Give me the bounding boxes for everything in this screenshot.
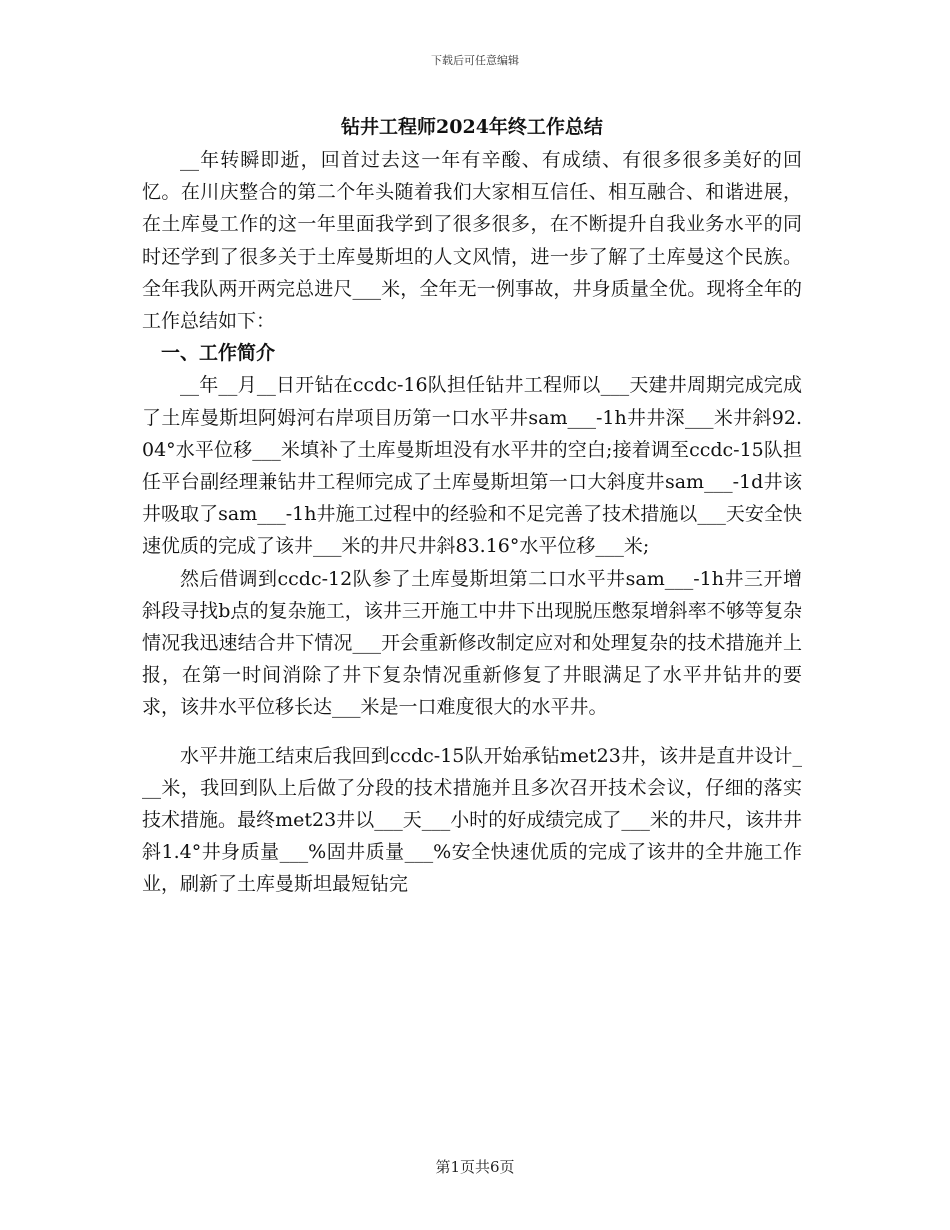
section1-paragraph-1: __年__月__日开钻在ccdc-16队担任钻井工程师以___天建井周期完成完成了土库曼斯坦阿姆河右岸项目历第一口水平井sam___-1h井井深___米井斜92.04°水平位移___米填补了土库曼斯坦没有水平井的空白;接着调至ccdc-15队担任平台副经理兼钻井工程师完成了土库曼斯坦第一口大斜度井sam___-1d井该井吸取了sam___-1h井施工过程中的经验和不足完善了技术措施以___天安全快速优质的完成了该井___米的井尺井斜83.16°水平位移___米; — [142, 374, 802, 558]
document-title: 钻井工程师2024年终工作总结 — [341, 116, 603, 138]
section1-paragraph-3: 水平井施工结束后我回到ccdc-15队开始承钻met23井，该井是直井设计___米，我回到队上后做了分段的技术措施并且多次召开技术会议，仔细的落实技术措施。最终met23井以___天___小时的好成绩完成了___米的井尺，该井井斜1.4°井身质量___%固井质量___%安全快速优质的完成了该井的全井施工作业，刷新了土库曼斯坦最短钻完 — [142, 744, 802, 896]
page-header-note: 下载后可任意编辑 — [431, 54, 519, 67]
document-body — [142, 110, 802, 901]
intro-paragraph: __年转瞬即逝，回首过去这一年有辛酸、有成绩、有很多很多美好的回忆。在川庆整合的第二个年头随着我们大家相互信任、相互融合、和谐进展，在土库曼工作的这一年里面我学到了很多很多，在不断提升自我业务水平的同时还学到了很多关于土库曼斯坦的人文风情，进一步了解了土库曼这个民族。全年我队两开两完总进尺___米，全年无一例事故，井身质量全优。现将全年的工作总结如下： — [142, 149, 802, 333]
section-heading-work-overview: 一、工作简介 — [161, 342, 276, 365]
section1-paragraph-2: 然后借调到ccdc-12队参了土库曼斯坦第二口水平井sam___-1h井三开增斜段寻找b点的复杂施工，该井三开施工中井下出现脱压憋泵增斜率不够等复杂情况我迅速结合井下情况___开会重新修改制定应对和处理复杂的技术措施并上报，在第一时间消除了井下复杂情况重新修复了井眼满足了水平井钻井的要求，该井水平位移长达___米是一口难度很大的水平井。 — [142, 567, 802, 719]
page-footer-number: 第1页共6页 — [435, 1158, 515, 1176]
